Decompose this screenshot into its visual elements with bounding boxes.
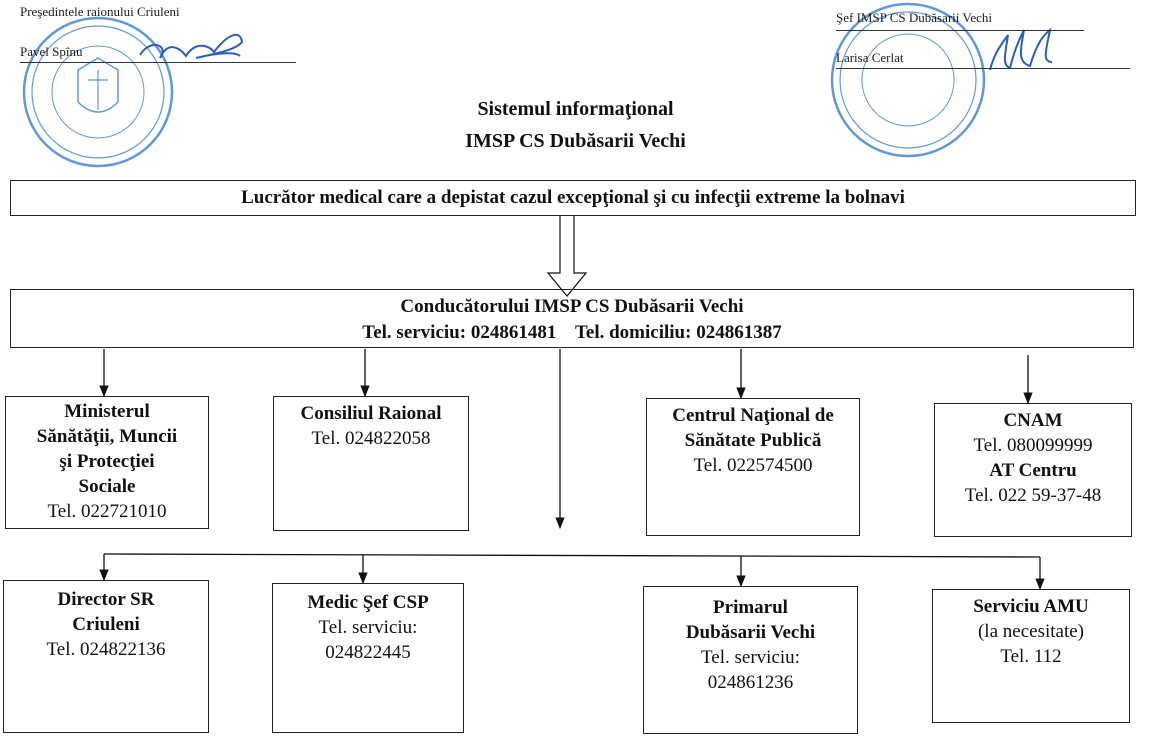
amu-phone: Tel. 112 xyxy=(1000,646,1062,667)
amu-name: Serviciu AMU xyxy=(973,596,1089,617)
primarul-name-1: Primarul xyxy=(713,597,788,618)
at-centru-name: AT Centru xyxy=(989,460,1077,481)
cnam-name: CNAM xyxy=(1003,410,1063,431)
ministerul-phone: Tel. 022721010 xyxy=(47,501,167,522)
primarul-name-2: Dubăsarii Vechi xyxy=(685,622,816,643)
title-line1: Sistemul informaţional xyxy=(477,98,674,120)
open-arrow-down xyxy=(548,216,586,296)
medic-name: Medic Şef CSP xyxy=(307,592,429,613)
right-role-underline xyxy=(836,30,1084,31)
director-name-2: Criuleni xyxy=(72,614,140,635)
centrul-phone: Tel. 022574500 xyxy=(693,455,813,476)
left-signature-line xyxy=(20,62,296,63)
centrul-name-1: Centrul Naţional de xyxy=(672,405,834,426)
director-phone: Tel. 024822136 xyxy=(46,639,166,660)
ministerul-name-1: Ministerul xyxy=(64,401,150,422)
box-amu xyxy=(932,589,1130,723)
box-director xyxy=(3,580,209,733)
consiliul-name: Consiliul Raional xyxy=(300,403,442,424)
right-signature xyxy=(990,30,1052,70)
cnam-phone: Tel. 080099999 xyxy=(973,435,1093,456)
box-consiliul xyxy=(273,396,469,531)
ministerul-name-4: Sociale xyxy=(78,476,136,497)
primarul-phone-label: Tel. serviciu: xyxy=(701,647,800,668)
primarul-phone: 024861236 xyxy=(707,672,794,693)
title-line2: IMSP CS Dubăsarii Vechi xyxy=(465,130,686,152)
ministerul-name-3: şi Protecţiei xyxy=(59,451,155,472)
right-signatory-role: Şef IMSP CS Dubăsarii Vechi xyxy=(836,10,992,25)
head-box xyxy=(10,289,1134,348)
medic-phone: 024822445 xyxy=(325,642,411,663)
left-signatory-role: Preşedintele raionului Criuleni xyxy=(20,4,180,19)
medic-phone-label: Tel. serviciu: xyxy=(318,617,418,638)
director-name-1: Director SR xyxy=(57,589,155,610)
head-box-phones: Tel. serviciu: 024861481 Tel. domiciliu: 024861387 xyxy=(362,322,782,343)
distribution-line xyxy=(104,554,1040,557)
box-ministerul xyxy=(5,396,209,529)
box-cnam xyxy=(934,403,1132,537)
box-medic xyxy=(272,583,464,733)
box-centrul xyxy=(646,398,860,536)
box-primarul xyxy=(643,586,858,734)
ministerul-name-2: Sănătăţii, Muncii xyxy=(36,426,178,447)
centrul-name-2: Sănătate Publică xyxy=(684,430,822,451)
reporter-box xyxy=(10,180,1136,216)
amu-note: (la necesitate) xyxy=(977,621,1084,642)
right-signatory-name: Larisa Cerlat xyxy=(836,50,904,65)
left-signatory-name: Pavel Spînu xyxy=(20,44,83,59)
reporter-box-text: Lucrător medical care a depistat cazul excepţional şi cu infecţii extreme la bolnavi xyxy=(241,187,905,208)
right-signature-line xyxy=(836,68,1130,69)
consiliul-phone: Tel. 024822058 xyxy=(311,428,431,449)
head-box-title: Conducătorului IMSP CS Dubăsarii Vechi xyxy=(400,296,744,317)
at-centru-phone: Tel. 022 59-37-48 xyxy=(964,485,1102,506)
